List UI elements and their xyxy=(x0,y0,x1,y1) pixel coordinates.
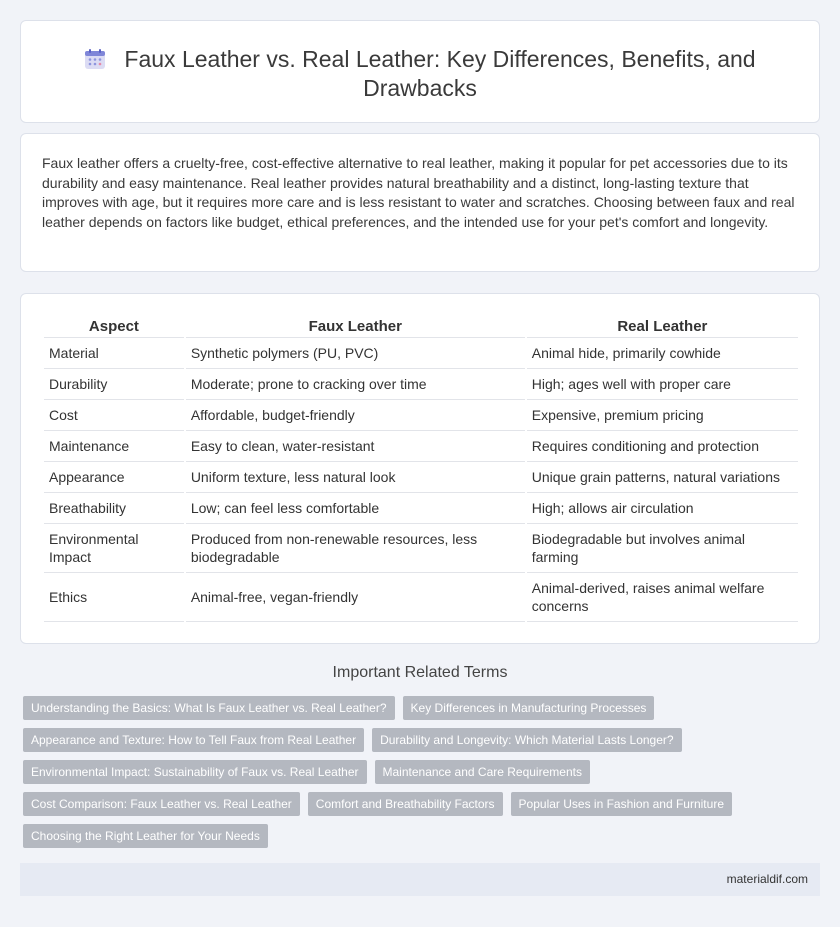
aspect-cell: Durability xyxy=(44,369,184,400)
related-term-link[interactable]: Choosing the Right Leather for Your Needs xyxy=(23,824,268,848)
related-terms-list xyxy=(23,696,783,856)
faux-cell: Uniform texture, less natural look xyxy=(186,462,525,493)
table-row xyxy=(44,400,798,431)
faux-cell: Moderate; prone to cracking over time xyxy=(186,369,525,400)
real-cell: Expensive, premium pricing xyxy=(527,400,798,431)
faux-cell: Produced from non-renewable resources, less biodegradable xyxy=(186,524,525,573)
header-faux-leather: Faux Leather xyxy=(186,316,525,338)
header-aspect: Aspect xyxy=(44,316,184,338)
faux-cell: Synthetic polymers (PU, PVC) xyxy=(186,338,525,369)
faux-cell: Affordable, budget-friendly xyxy=(186,400,525,431)
aspect-cell: Maintenance xyxy=(44,431,184,462)
aspect-cell: Appearance xyxy=(44,462,184,493)
related-term-link[interactable]: Comfort and Breathability Factors xyxy=(308,792,503,816)
table-header-row xyxy=(44,316,798,338)
related-terms-title: Important Related Terms xyxy=(332,664,508,681)
real-cell: Unique grain patterns, natural variations xyxy=(527,462,798,493)
aspect-cell: Material xyxy=(44,338,184,369)
comparison-card xyxy=(20,293,820,644)
table-row xyxy=(44,431,798,462)
table-row xyxy=(44,573,798,622)
related-term-link[interactable]: Durability and Longevity: Which Material Lasts Longer? xyxy=(372,728,681,752)
real-cell: Biodegradable but involves animal farming xyxy=(527,524,798,573)
intro-card xyxy=(20,133,820,272)
related-term-link[interactable]: Maintenance and Care Requirements xyxy=(375,760,590,784)
related-term-link[interactable]: Understanding the Basics: What Is Faux Leather vs. Real Leather? xyxy=(23,696,395,720)
real-cell: Animal-derived, raises animal welfare concerns xyxy=(527,573,798,622)
header-card xyxy=(20,20,820,123)
footer-site-link[interactable]: materialdif.com xyxy=(726,872,808,886)
aspect-cell: Cost xyxy=(44,400,184,431)
related-term-link[interactable]: Cost Comparison: Faux Leather vs. Real Leather xyxy=(23,792,300,816)
table-row xyxy=(44,338,798,369)
related-term-link[interactable]: Appearance and Texture: How to Tell Faux from Real Leather xyxy=(23,728,364,752)
aspect-cell: Environmental Impact xyxy=(44,524,184,573)
page-title xyxy=(21,45,819,103)
comparison-table xyxy=(42,316,800,622)
aspect-cell: Breathability xyxy=(44,493,184,524)
table-row xyxy=(44,524,798,573)
related-term-link[interactable]: Popular Uses in Fashion and Furniture xyxy=(511,792,732,816)
table-row xyxy=(44,462,798,493)
faux-cell: Animal-free, vegan-friendly xyxy=(186,573,525,622)
header-real-leather: Real Leather xyxy=(527,316,798,338)
aspect-cell: Ethics xyxy=(44,573,184,622)
related-term-link[interactable]: Environmental Impact: Sustainability of Faux vs. Real Leather xyxy=(23,760,367,784)
page-title-text: Faux Leather vs. Real Leather: Key Differences, Benefits, and Drawbacks xyxy=(124,46,756,101)
real-cell: High; allows air circulation xyxy=(527,493,798,524)
calendar-icon xyxy=(84,48,106,70)
footer xyxy=(20,863,820,896)
table-row xyxy=(44,369,798,400)
intro-paragraph: Faux leather offers a cruelty-free, cost-effective alternative to real leather, making it popular for pet accessories due to its durability and easy maintenance. Real leather provides natural breathability and a distinct, long-lasting texture that improves with age, but it requires more care and is less resistant to water and scratches. Choosing between faux and real leather depends on factors like budget, ethical preferences, and the intended use for your pet's comfort and longevity. xyxy=(42,155,795,230)
faux-cell: Easy to clean, water-resistant xyxy=(186,431,525,462)
related-term-link[interactable]: Key Differences in Manufacturing Processes xyxy=(403,696,655,720)
real-cell: Animal hide, primarily cowhide xyxy=(527,338,798,369)
real-cell: High; ages well with proper care xyxy=(527,369,798,400)
table-row xyxy=(44,493,798,524)
real-cell: Requires conditioning and protection xyxy=(527,431,798,462)
faux-cell: Low; can feel less comfortable xyxy=(186,493,525,524)
